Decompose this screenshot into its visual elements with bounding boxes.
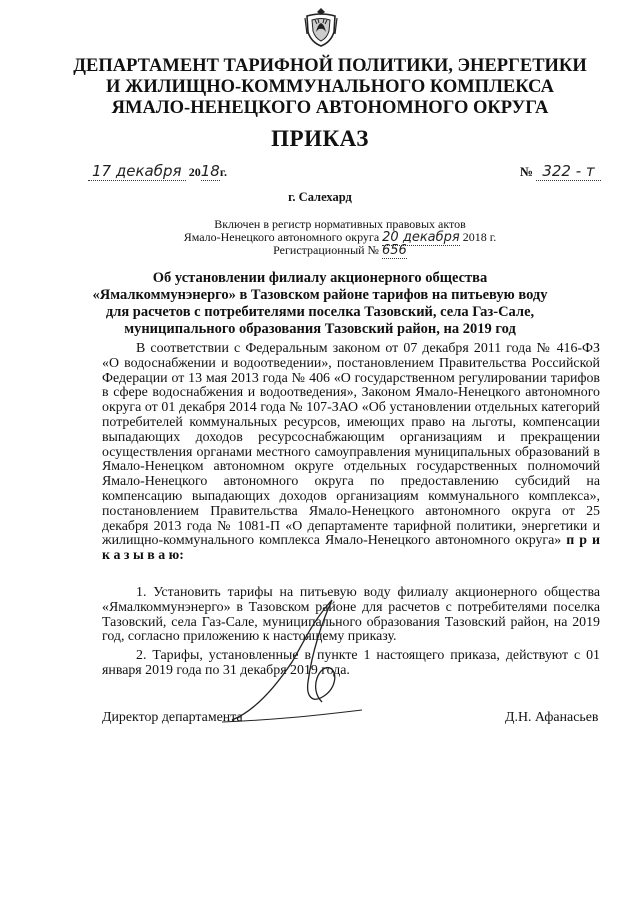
department-line-2: И ЖИЛИЩНО-КОММУНАЛЬНОГО КОМПЛЕКСА	[106, 77, 554, 97]
date-handwritten: 17 декабря	[88, 162, 186, 181]
document-type: ПРИКАЗ	[271, 126, 369, 151]
registration-stamp	[180, 218, 500, 257]
order-word: п р и к а з ы в а ю:	[102, 533, 600, 564]
registration-line-1: Включен в регистр нормативных правовых актов	[214, 217, 466, 231]
coat-of-arms-icon	[303, 6, 339, 48]
city: г. Салехард	[288, 190, 352, 204]
number-label: №	[520, 164, 534, 179]
preamble-paragraph	[102, 342, 600, 564]
registration-region: Ямало-Ненецкого автономного округа	[183, 230, 380, 244]
signature-name: Д.Н. Афанасьев	[505, 710, 599, 725]
registration-number-handwritten: 656	[382, 243, 407, 258]
order-title: Об установлении филиалу акционерного общества «Ямалкоммунэнерго» в Тазовском районе тарифов на питьевую воду для расчетов с потребителями поселка Тазовский, села Газ-Сале, муниципального образования Тазовский район, на 2019 год	[92, 270, 548, 337]
registration-year: 2018 г.	[462, 230, 497, 244]
preamble-text: В соответствии с Федеральным законом от 07 декабря 2011 года № 416-ФЗ «О водоснабжении и водоотведении», постановлением Правительства Российской Федерации от 13 мая 2013 года № 406 «О государственном регулировании тарифов в сфере водоснабжения и водоотведения», Законом Ямало-Ненецкого автономного округа от 01 декабря 2014 года № 107-ЗАО «Об установлении отдельных категорий потребителей коммунальных ресурсов, имеющих право на льготы, компенсации выпадающих доходов ресурсоснабжающим организациям и прекращении осуществления органами местного самоуправления муниципальных образований в Ямало-Ненецком автономном округе отдельных государственных полномочий Ямало-Ненецкого автономного округа по предоставлению субсидий на компенсацию выпадающих доходов организациям коммунального комплекса», постановлением Правительства Ямало-Ненецкого автономного округа от 25 декабря 2013 года № 1081-П «О департаменте тарифной политики, энергетики и жилищно-коммунального комплекса Ямало-Ненецкого автономного округа»	[102, 341, 600, 549]
year-prefix: 20	[188, 165, 201, 179]
number-handwritten: 322 - т	[536, 162, 600, 181]
department-line-1: ДЕПАРТАМЕНТ ТАРИФНОЙ ПОЛИТИКИ, ЭНЕРГЕТИКИ	[73, 56, 587, 76]
signature-position: Директор департамента	[102, 710, 243, 725]
order-number	[520, 162, 601, 180]
department-line-3: ЯМАЛО-НЕНЕЦКОГО АВТОНОМНОГО ОКРУГА	[111, 98, 549, 118]
registration-number-label: Регистрационный №	[273, 243, 380, 257]
department-heading	[40, 56, 620, 119]
item-2-paragraph: 2. Тарифы, установленные в пункте 1 настоящего приказа, действуют с 01 января 2019 года по 31 декабря 2019 года.	[102, 648, 600, 678]
year-suffix: г.	[219, 165, 227, 179]
order-date	[88, 162, 227, 180]
item-1-paragraph: 1. Установить тарифы на питьевую воду филиалу акционерного общества «Ямалкоммунэнерго» в Тазовском районе для расчетов с потребителями поселка Тазовский, села Газ-Сале, муниципального образования Тазовский район, на 2019 год, согласно приложению к настоящему приказу.	[102, 585, 600, 645]
registration-date-handwritten: 20 декабря	[382, 230, 460, 245]
year-handwritten: 18	[200, 162, 220, 180]
